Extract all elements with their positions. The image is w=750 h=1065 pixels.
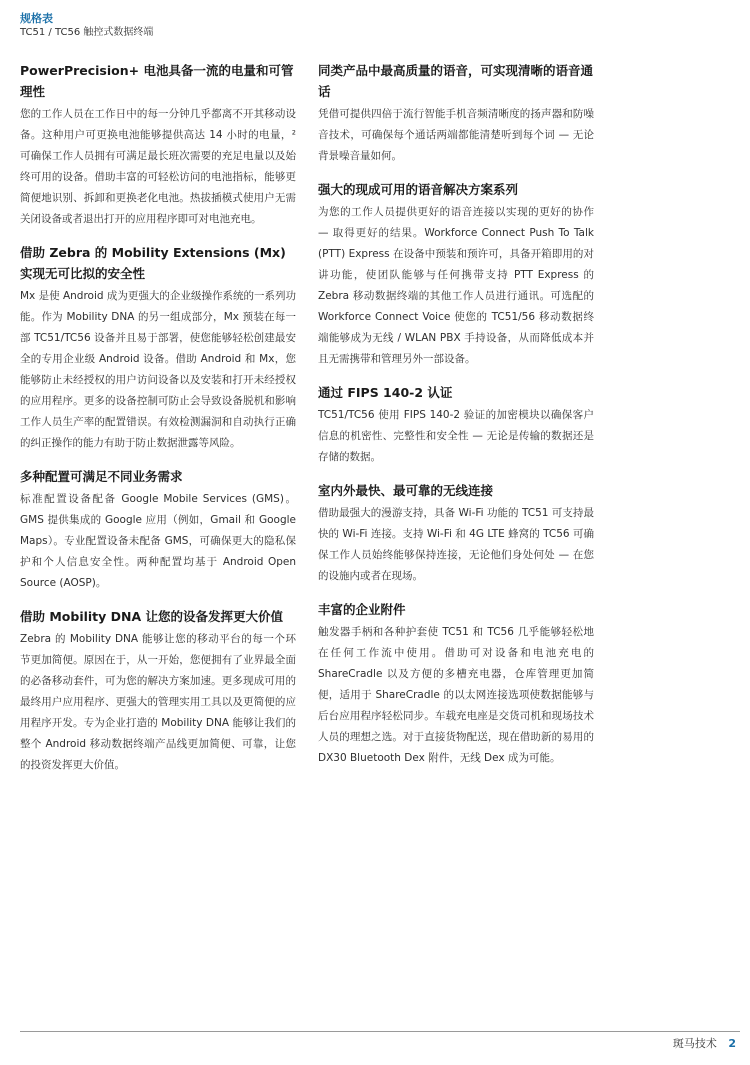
section-battery [20,60,296,230]
section-body: 凭借可提供四倍于流行智能手机音频清晰度的扬声器和防噪音技术，可确保每个通话两端都能清楚听到每个词 — 无论背景噪音量如何。 [318,108,594,162]
footer-divider [20,1031,740,1032]
section-body: 为您的工作人员提供更好的语音连接以实现的更好的协作 — 取得更好的结果。Workforce Connect Push To Talk (PTT) Express 在设备中预装和预许可，具备开箱即用的对讲功能，使团队能够与任何携带支持 PTT Express 的 Zebra 移动数据终端的其他工作人员进行通讯。可选配的 Workforce Connect Voice 使您的 TC51/56 移动数据终端能够成为无线 / WLAN PBX 手持设备，从而降低成本并且无需携带和管理另外一部设备。 [318,206,594,365]
section-body: 标准配置设备配备 Google Mobile Services (GMS)。GMS 提供集成的 Google 应用（例如，Gmail 和 Google Maps）。专业配置设备未配备 GMS，可确保更大的隐私保护和个人信息安全性。两种配置均基于 Android Open Source (AOSP)。 [20,493,296,589]
section-body: Zebra 的 Mobility DNA 能够让您的移动平台的每一个环节更加简便。原因在于，从一开始，您便拥有了业界最全面的必备移动套件，可为您的解决方案加速。更多现成可用的最终用户应用程序、更强大的管理实用工具以及更简便的应用程序开发。专为企业打造的 Mobility DNA 能够让我们的整个 Android 移动数据终端产品线更加简便、可靠，让您的投资发挥更大价值。 [20,633,296,771]
left-column [20,60,296,788]
section-fips [318,382,594,468]
right-column [318,60,594,781]
section-body: TC51/TC56 使用 FIPS 140-2 验证的加密模块以确保客户信息的机密性、完整性和安全性 — 无论是传输的数据还是存储的数据。 [318,409,594,463]
section-heading: PowerPrecision+ 电池具备一流的电量和可管理性 [20,63,294,99]
section-voice-quality [318,60,594,167]
section-heading: 多种配置可满足不同业务需求 [20,469,183,484]
section-configurations [20,466,296,594]
section-body: 触发器手柄和各种护套使 TC51 和 TC56 几乎能够轻松地在任何工作流中使用。借助可对设备和电池充电的 ShareCradle 以及方便的多槽充电器，仓库管理更加简便，适用于 ShareCradle 的以太网连接选项使数据能够与后台应用程序轻松同步。车载充电座是交货司机和现场技术人员的理想之选。对于直接货物配送，现在借助新的易用的 DX30 Bluetooth Dex 附件，无线 Dex 成为可能。 [318,626,594,764]
section-heading: 通过 FIPS 140-2 认证 [318,385,453,400]
section-body: Mx 是使 Android 成为更强大的企业级操作系统的一系列功能。作为 Mobility DNA 的另一组成部分，Mx 预装在每一部 TC51/TC56 设备并且易于部署，使您能够轻松创建最安全的专用企业级 Android 设备。借助 Android 和 Mx，您能够防止未经授权的用户访问设备以及安装和打开未经授权的应用程序。更多的设备控制可防止会导致设备脱机和影响工作人员生产率的配置错误。有效检测漏洞和自动执行正确的纠正操作的能力有助于防止数据泄露等风险。 [20,290,296,449]
page-footer [673,1036,736,1052]
section-mobility-dna [20,606,296,776]
section-heading: 强大的现成可用的语音解决方案系列 [318,182,519,197]
section-body: 借助最强大的漫游支持，具备 Wi-Fi 功能的 TC51 可支持最快的 Wi-Fi 连接。支持 Wi-Fi 和 4G LTE 蜂窝的 TC56 可确保工作人员始终能够保持连接，无论他们身处何处 — 在您的设施内或者在现场。 [318,507,594,582]
section-mobility-extensions [20,242,296,454]
product-name: TC51 / TC56 触控式数据终端 [20,27,154,38]
section-heading: 丰富的企业附件 [318,602,406,617]
page-number: 2 [728,1037,736,1050]
document-type-label: 规格表 [20,12,53,25]
section-voice-solutions [318,179,594,370]
section-heading: 借助 Mobility DNA 让您的设备发挥更大价值 [20,609,284,624]
page-header [20,12,153,40]
section-body: 您的工作人员在工作日中的每一分钟几乎都离不开其移动设备。这种用户可更换电池能够提供高达 14 小时的电量，² 可确保工作人员拥有可满足最长班次需要的充足电量以及始终可用的设备。借助丰富的可轻松访问的电池指标，能够更简便地识别、拆卸和更换老化电池。热拔插模式使用户无需关闭设备或者退出打开的应用程序即可对电池充电。 [20,108,296,225]
section-heading: 同类产品中最高质量的语音，可实现清晰的语音通话 [318,63,594,99]
section-accessories [318,599,594,769]
section-heading: 室内外最快、最可靠的无线连接 [318,483,494,498]
section-heading: 借助 Zebra 的 Mobility Extensions (Mx) 实现无可比拟的安全性 [20,245,286,281]
section-wireless [318,480,594,587]
footer-brand: 斑马技术 [672,1037,717,1050]
